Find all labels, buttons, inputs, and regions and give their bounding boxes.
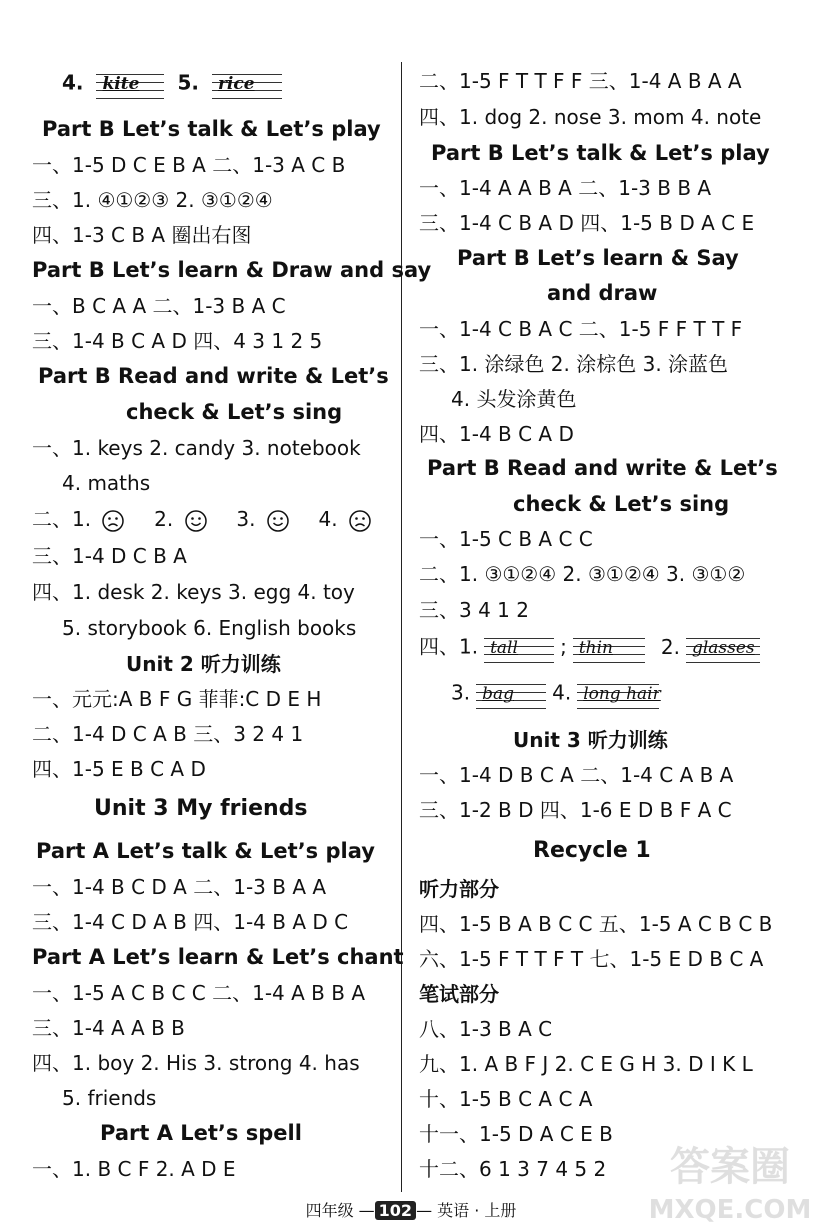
answer-line: 5. storybook 6. English books [62, 616, 357, 640]
answer-line: 十二、6 1 3 7 4 5 2 [419, 1157, 607, 1181]
answer-line: 一、1-4 B C D A 二、1-3 B A A [32, 875, 327, 899]
answer-line: 三、1-4 C D A B 四、1-4 B A D C [32, 910, 349, 934]
section-heading: Part A Let’s talk & Let’s play [36, 839, 375, 863]
section-heading: check & Let’s sing [513, 492, 730, 516]
sad-face-icon [348, 509, 372, 533]
section-heading: Part A Let’s learn & Let’s chant [32, 945, 404, 969]
section-heading: Part B Let’s talk & Let’s play [42, 117, 381, 141]
answer-line: 九、1. A B F J 2. C E G H 3. D I K L [419, 1052, 753, 1076]
answer-line: 一、1. B C F 2. A D E [32, 1157, 236, 1181]
answer-line: 四、1-3 C B A 圈出右图 [32, 223, 252, 247]
answer-line: 4. maths [62, 471, 151, 495]
answer-line: 十、1-5 B C A C A [419, 1087, 593, 1111]
handwritten-answer: long hair [577, 678, 659, 710]
answer-line: 4. 头发涂黄色 [451, 387, 577, 411]
watermark-logo [645, 1128, 815, 1228]
answer-line: 一、B C A A 二、1-3 B A C [32, 294, 286, 318]
section-heading: Part B Let’s learn & Draw and say [32, 258, 432, 282]
answer-line: 四、1. tall ; thin 2. glasses [419, 632, 766, 664]
footer-subject: — 英语 · 上册 [416, 1201, 517, 1220]
answer-line: 二、1-5 F T T F F 三、1-4 A B A A [419, 69, 742, 93]
handwritten-answer: bag [476, 678, 546, 710]
answer-line: 四、1. desk 2. keys 3. egg 4. toy [32, 580, 355, 604]
answer-line: 三、3 4 1 2 [419, 598, 529, 622]
answer-line: 二、1-4 D C A B 三、3 2 4 1 [32, 722, 304, 746]
smiley-face-icon [266, 509, 290, 533]
subsection-heading: 笔试部分 [419, 982, 499, 1006]
answer-line: 三、1-4 A A B B [32, 1016, 185, 1040]
page-number: 102 [375, 1201, 416, 1220]
answer-line: 三、1. ④①②③ 2. ③①②④ [32, 188, 273, 212]
answer-line: 三、1-4 B C A D 四、4 3 1 2 5 [32, 329, 323, 353]
handwritten-answer: kite [96, 68, 164, 100]
answer-line: 四、1-5 B A B C C 五、1-5 A C B C B [419, 912, 773, 936]
answer-line: 六、1-5 F T T F T 七、1-5 E D B C A [419, 947, 764, 971]
answer-line: 二、1. 2. 3. 4. [32, 506, 372, 533]
watermark-text: 答案圈 [670, 1144, 790, 1190]
answer-line: 三、1-4 D C B A [32, 544, 187, 568]
answer-line: 四、1-5 E B C A D [32, 757, 206, 781]
watermark-url: MXQE.COM [648, 1195, 812, 1225]
answer-line: 4. kite 5. rice [62, 68, 288, 100]
answer-line: 四、1. dog 2. nose 3. mom 4. note [419, 105, 762, 129]
answer-line: 一、元元:A B F G 菲菲:C D E H [32, 687, 322, 711]
answer-line: 一、1-4 A A B A 二、1-3 B B A [419, 176, 712, 200]
answer-line: 一、1-5 D C E B A 二、1-3 A C B [32, 153, 346, 177]
answer-line: 四、1-4 B C A D [419, 422, 574, 446]
answer-line: 一、1-4 D B C A 二、1-4 C A B A [419, 763, 734, 787]
handwritten-answer: glasses [686, 632, 760, 664]
answer-line: 三、1-4 C B A D 四、1-5 B D A C E [419, 211, 755, 235]
section-heading: Part B Read and write & Let’s [38, 364, 389, 388]
answer-line: 5. friends [62, 1086, 157, 1110]
answer-line: 3. bag 4. long hair [451, 678, 665, 710]
answer-line: 四、1. boy 2. His 3. strong 4. has [32, 1051, 360, 1075]
footer-grade: 四年级 — [305, 1201, 375, 1220]
handwritten-answer: tall [484, 632, 554, 664]
section-heading: Part B Let’s learn & Say [457, 246, 739, 270]
handwritten-answer: rice [212, 68, 282, 100]
answer-line: 二、1. ③①②④ 2. ③①②④ 3. ③①② [419, 562, 746, 586]
unit-title: Unit 3 My friends [94, 796, 308, 821]
section-heading: Part B Let’s talk & Let’s play [431, 141, 770, 165]
subsection-heading: 听力部分 [419, 877, 499, 901]
section-heading: check & Let’s sing [126, 400, 343, 424]
smiley-face-icon [184, 509, 208, 533]
section-heading: Part A Let’s spell [100, 1121, 302, 1145]
unit-heading: Unit 2 听力训练 [126, 652, 281, 676]
section-heading: Part B Read and write & Let’s [427, 456, 778, 480]
answer-line: 一、1. keys 2. candy 3. notebook [32, 436, 361, 460]
answer-line: 一、1-4 C B A C 二、1-5 F F T T F [419, 317, 743, 341]
answer-line: 三、1. 涂绿色 2. 涂棕色 3. 涂蓝色 [419, 352, 729, 376]
sad-face-icon [101, 509, 125, 533]
answer-line: 一、1-5 C B A C C [419, 527, 593, 551]
handwritten-answer: thin [573, 632, 645, 664]
column-divider [401, 62, 402, 1192]
answer-line: 一、1-5 A C B C C 二、1-4 A B B A [32, 981, 366, 1005]
unit-heading: Unit 3 听力训练 [513, 728, 668, 752]
unit-title: Recycle 1 [533, 838, 651, 863]
answer-line: 三、1-2 B D 四、1-6 E D B F A C [419, 798, 732, 822]
answer-line: 八、1-3 B A C [419, 1017, 553, 1041]
answer-line: 十一、1-5 D A C E B [419, 1122, 613, 1146]
section-heading: and draw [547, 281, 658, 305]
